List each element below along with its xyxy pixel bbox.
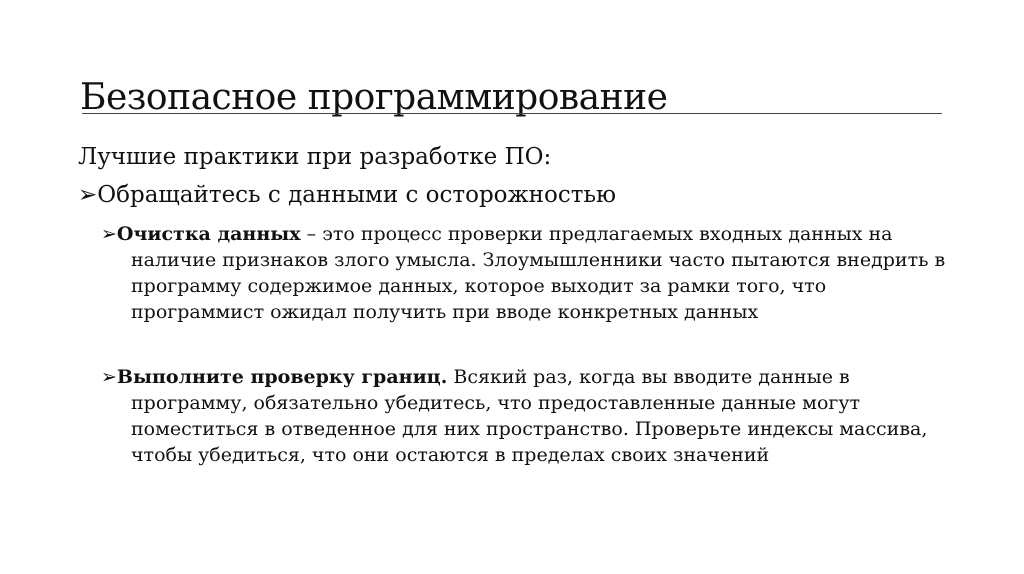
bullet-body: Всякий раз, когда вы вводите данные в программу, обязательно убедитесь, что предоставленные данные могут поместиться в отведенное для них пространство. Проверьте индексы массива, чтобы убедиться, что они остаются в пределах своих значений: [131, 366, 928, 466]
arrow-bullet-icon: ➢: [101, 223, 117, 245]
title-divider: [82, 113, 942, 114]
arrow-bullet-icon: ➢: [78, 182, 98, 208]
bullet-data-sanitization: [101, 221, 946, 325]
bullet-lead: Выполните проверку границ.: [116, 366, 448, 388]
bullet-body: – это процесс проверки предлагаемых входных данных на наличие признаков злого умысла. Злоумышленники часто пытаются внедрить в программу содержимое данных, которое выходит за рамки того, что программист ожидал получить при вводе конкретных данных: [131, 223, 946, 323]
slide-title: Безопасное программирование: [80, 77, 668, 119]
bullet-bounds-check: [101, 364, 946, 468]
bullet-lead: Очистка данных: [116, 223, 301, 245]
bullet-level1: [78, 180, 616, 210]
arrow-bullet-icon: ➢: [101, 366, 117, 388]
intro-text: Лучшие практики при разработке ПО:: [78, 144, 552, 170]
bullet-level1-text: Обращайтесь с данными с осторожностью: [97, 182, 617, 208]
